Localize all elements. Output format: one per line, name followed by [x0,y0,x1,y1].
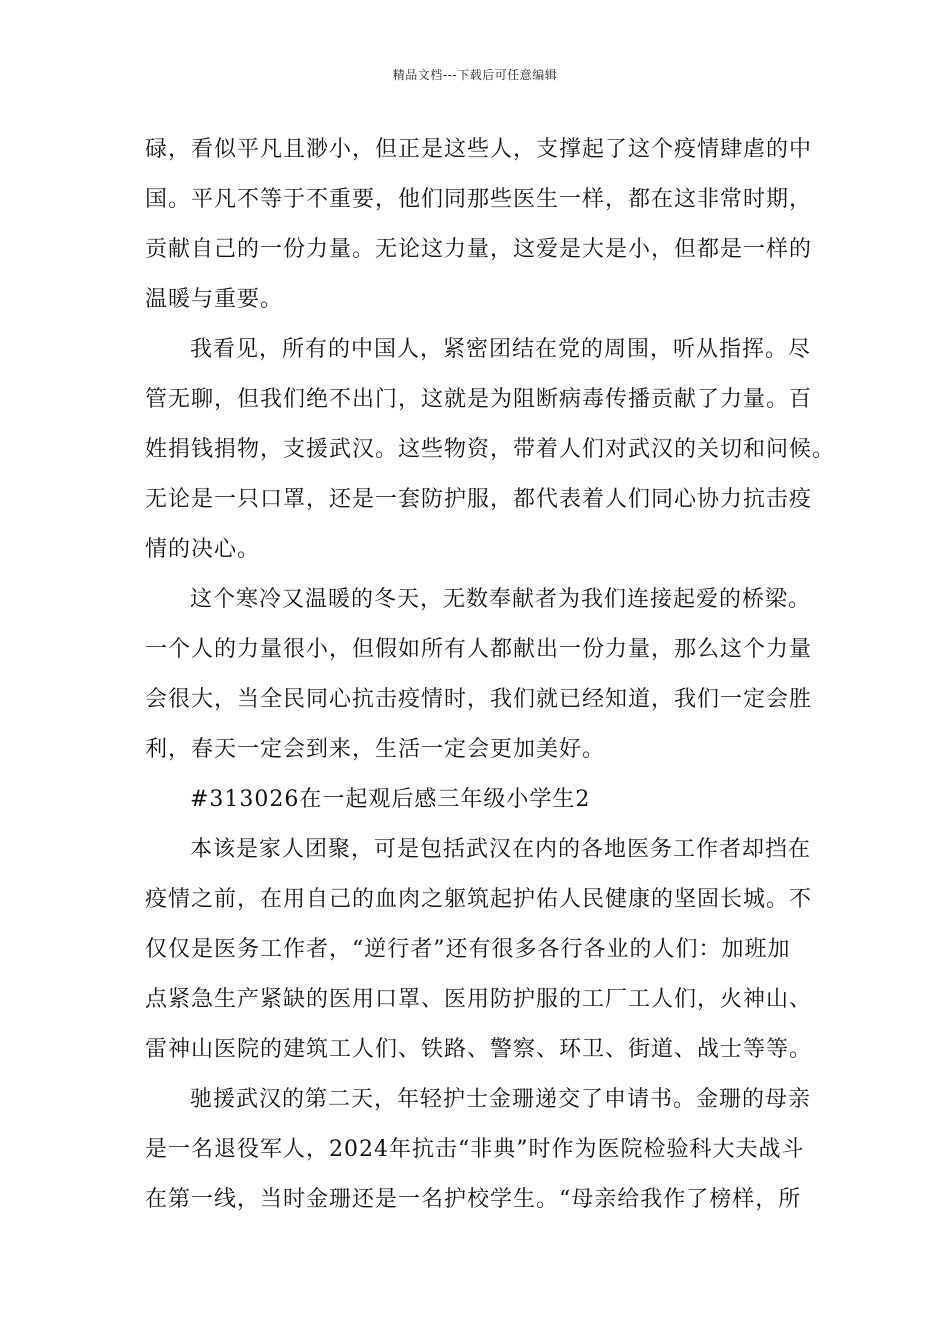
text-line: 雷神山医院的建筑工人们、铁路、警察、环卫、街道、战士等等。 [145,1037,813,1062]
text-line: 会很大，当全民同心抗击疫情时，我们就已经知道，我们一定会胜 [145,687,813,712]
text-line: 情的决心。 [145,537,261,562]
document-body [145,128,836,1228]
text-line: 是一名退役军人，2024年抗击“非典”时作为医院检验科大夫战斗 [145,1137,805,1162]
text-line: 疫情之前，在用自己的血肉之躯筑起护佑人民健康的坚固长城。不 [145,887,813,912]
text-line: 在第一线，当时金珊还是一名护校学生。“母亲给我作了榜样，所 [145,1187,802,1212]
text-line: 温暖与重要。 [145,287,284,312]
text-line: 一个人的力量很小，但假如所有人都献出一份力量，那么这个力量 [145,637,813,662]
paragraph-first-line: 这个寒冷又温暖的冬天，无数奉献者为我们连接起爱的桥梁。 [190,587,812,612]
text-line: 管无聊，但我们绝不出门，这就是为阻断病毒传播贡献了力量。百 [145,387,813,412]
text-line: 利，春天一定会到来，生活一定会更加美好。 [145,737,606,762]
text-line: 姓捐钱捐物，支援武汉。这些物资，带着人们对武汉的关切和问候。 [145,437,836,462]
paragraph-first-line: 我看见，所有的中国人，紧密团结在党的周围，听从指挥。尽 [190,337,812,362]
text-line: 碌，看似平凡且渺小，但正是这些人，支撑起了这个疫情肆虐的中 [145,137,813,162]
paragraph-first-line: 驰援武汉的第二天，年轻护士金珊递交了申请书。金珊的母亲 [190,1087,812,1112]
page-header: 精品文档---下载后可任意编辑 [392,68,558,82]
paragraph-first-line: 本该是家人团聚，可是包括武汉在内的各地医务工作者却挡在 [190,837,812,862]
text-line: 国。平凡不等于不重要，他们同那些医生一样，都在这非常时期， [145,187,813,212]
text-line: 无论是一只口罩，还是一套防护服，都代表着人们同心协力抗击疫 [145,487,813,512]
text-line: 仅仅是医务工作者，“逆行者”还有很多各行各业的人们：加班加 [145,937,791,962]
text-line: 贡献自己的一份力量。无论这力量，这爱是大是小，但都是一样的 [145,237,813,262]
text-line: 点紧急生产紧缺的医用口罩、医用防护服的工厂工人们，火神山、 [145,987,813,1012]
section-heading: #313026在一起观后感三年级小学生2 [190,787,591,812]
